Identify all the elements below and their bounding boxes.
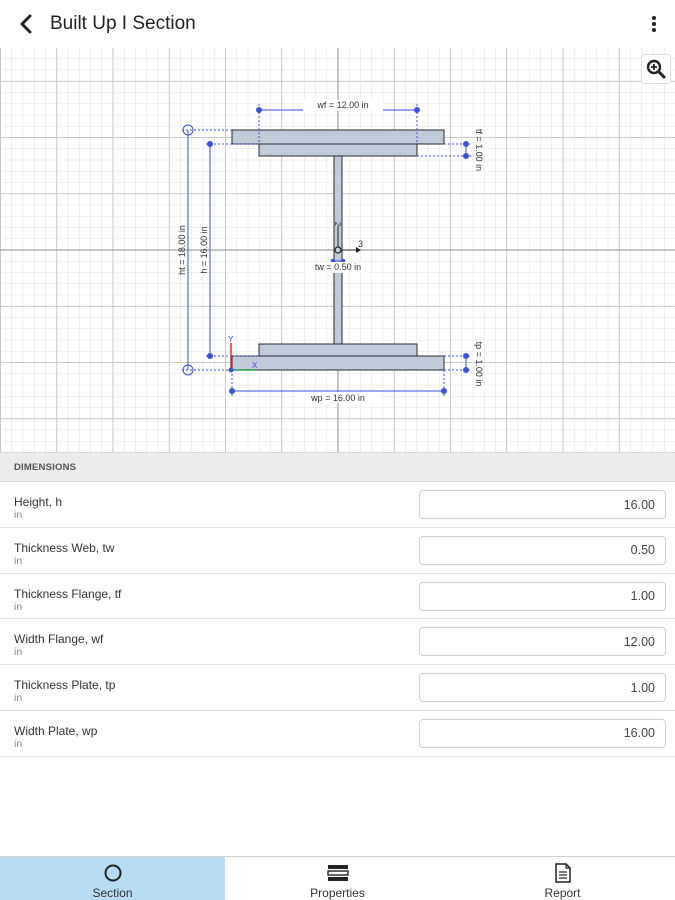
zoom-button[interactable]: [641, 54, 671, 84]
document-icon: [554, 863, 572, 883]
tab-section[interactable]: [0, 857, 225, 900]
tab-report-label: Report: [544, 886, 581, 900]
page-title: Built Up I Section: [50, 13, 196, 34]
bottom-tab-bar: [0, 856, 675, 900]
dimension-row-height: [0, 482, 675, 528]
tab-properties-label: Properties: [310, 886, 365, 900]
flange-width-input[interactable]: [419, 627, 666, 656]
label-tp: tp = 1.00 in: [474, 341, 484, 387]
web-thickness-input[interactable]: [419, 536, 666, 565]
more-menu-button[interactable]: [643, 12, 665, 36]
properties-list-icon: [327, 864, 349, 882]
dimension-label: Thickness Flange, tf: [14, 586, 122, 601]
back-button[interactable]: [4, 0, 48, 48]
dimensions-header: DIMENSIONS: [0, 452, 675, 482]
bottom-plate: [232, 356, 444, 370]
dimension-unit: in: [14, 600, 23, 613]
dimension-row-flange-width: [0, 619, 675, 665]
section-drawing: [0, 48, 675, 452]
dimension-label: Thickness Plate, tp: [14, 678, 116, 693]
dimension-row-flange-thickness: [0, 574, 675, 620]
dimension-unit: in: [14, 692, 23, 705]
tab-section-label: Section: [92, 886, 133, 900]
flange-thickness-input[interactable]: [419, 582, 666, 611]
dimension-row-web-thickness: [0, 528, 675, 574]
section-drawing-canvas[interactable]: [0, 48, 675, 452]
label-tf: tf = 1.00 in: [474, 128, 484, 172]
tab-properties[interactable]: [225, 857, 450, 900]
kebab-menu-icon: [651, 15, 657, 33]
label-tw: tw = 0.50 in: [314, 262, 362, 272]
dimension-unit: in: [14, 554, 23, 567]
label-axis-x: X: [252, 361, 258, 370]
label-wf: wf = 12.00 in: [317, 100, 369, 110]
dimension-label: Width Plate, wp: [14, 723, 98, 738]
height-input[interactable]: [419, 490, 666, 519]
zoom-in-icon: [646, 59, 666, 79]
dimension-label: Thickness Web, tw: [14, 540, 115, 555]
label-h: h = 16.00 in: [199, 226, 209, 274]
dimension-unit: in: [14, 737, 23, 750]
dimension-unit: in: [14, 646, 23, 659]
label-ht: ht = 18.00 in: [177, 225, 187, 275]
bottom-flange: [259, 344, 417, 356]
top-flange: [259, 144, 417, 156]
plate-width-input[interactable]: [419, 719, 666, 748]
label-axis-3: 3: [358, 239, 364, 249]
dimension-label: Height, h: [14, 495, 63, 509]
dimension-label: Width Flange, wf: [14, 632, 104, 647]
dimension-unit: in: [14, 509, 23, 521]
label-axis-y: Y: [228, 335, 234, 344]
label-axis-2: 2: [333, 221, 342, 227]
top-plate: [232, 130, 444, 144]
dimension-row-plate-width: [0, 711, 675, 757]
plate-thickness-input[interactable]: [419, 673, 666, 702]
circle-icon: [103, 863, 123, 883]
dimensions-panel: [0, 452, 675, 757]
dimension-row-plate-thickness: [0, 665, 675, 711]
tab-report[interactable]: [450, 857, 675, 900]
app-header: [0, 0, 675, 48]
label-wp: wp = 16.00 in: [311, 393, 365, 403]
chevron-left-icon: [19, 14, 33, 34]
